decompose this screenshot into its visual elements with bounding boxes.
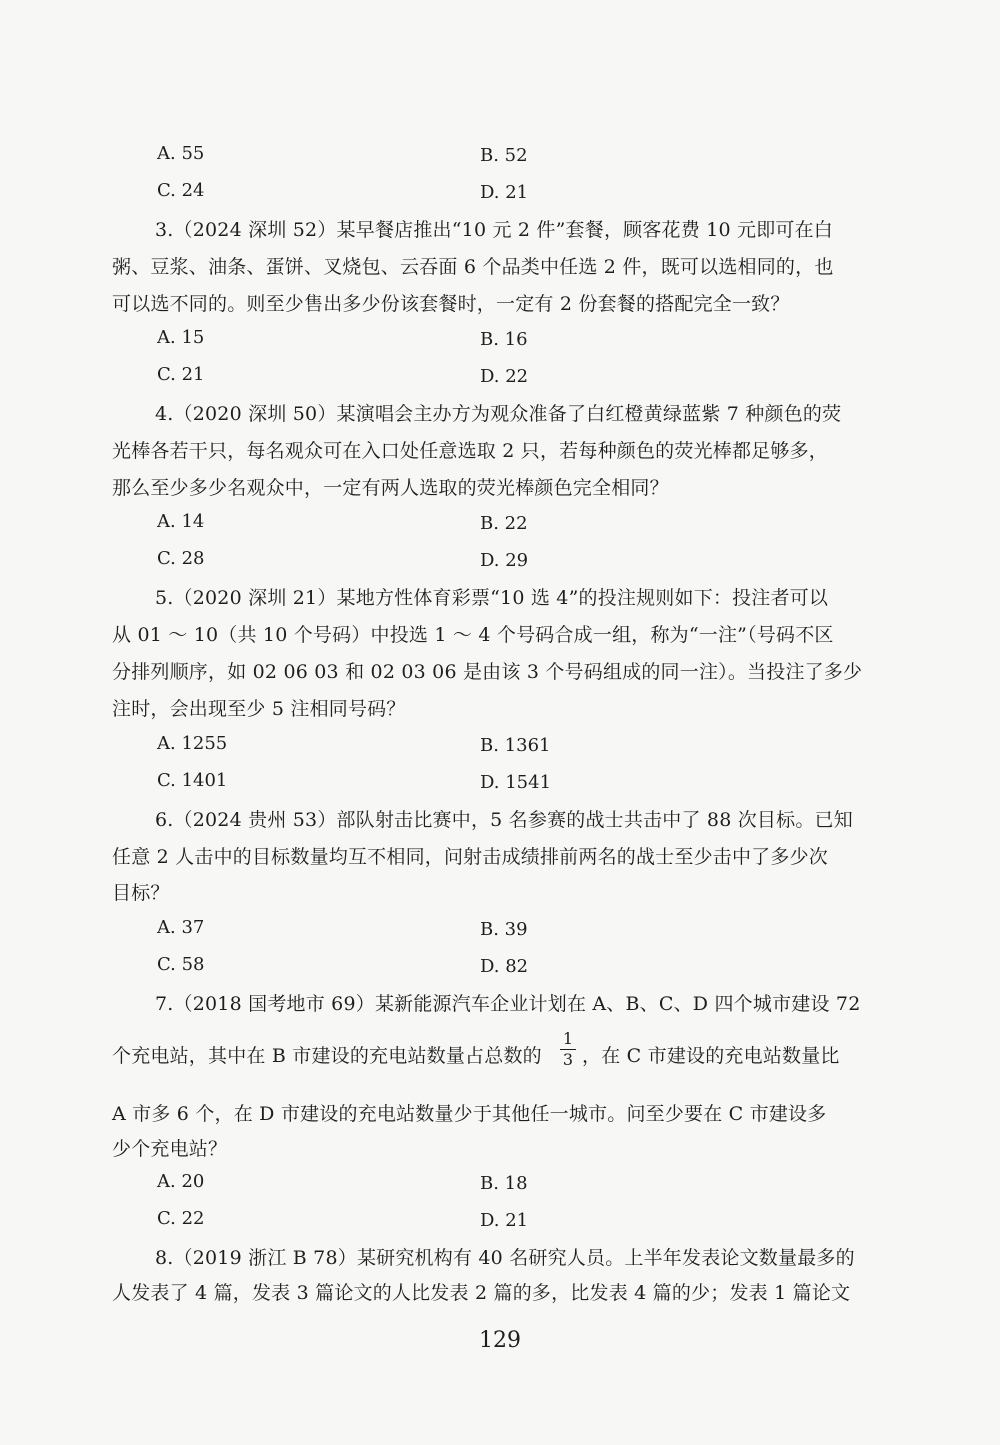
q8-line: 人发表了 4 篇，发表 3 篇论文的人比发表 2 篇的多，比发表 4 篇的少；发表 1 篇论文 xyxy=(112,1282,851,1304)
q7-option-a: A. 20 xyxy=(157,1171,205,1192)
q5-line: 从 01 ～ 10（共 10 个号码）中投选 1 ～ 4 个号码合成一组，称为“一注”（号码不区 xyxy=(112,624,834,646)
q5-option-a: A. 1255 xyxy=(157,733,228,754)
q3-option-a: A. 15 xyxy=(157,327,205,348)
fraction-denominator: 3 xyxy=(562,1050,574,1069)
q7-line: 少个充电站？ xyxy=(112,1138,228,1160)
q3-option-c: C. 21 xyxy=(157,364,205,385)
q3-line: 粥、豆浆、油条、蛋饼、叉烧包、云吞面 6 个品类中任选 2 件，既可以选相同的，也 xyxy=(112,256,834,278)
q3-option-b: B. 16 xyxy=(480,329,528,350)
q2-option-a: A. 55 xyxy=(157,143,205,164)
q5-option-c: C. 1401 xyxy=(157,770,228,791)
q7-option-b: B. 18 xyxy=(480,1173,528,1194)
q4-option-d: D. 29 xyxy=(480,550,529,571)
q6-option-b: B. 39 xyxy=(480,919,528,940)
q8-line: 8.（2019 浙江 B 78）某研究机构有 40 名研究人员。上半年发表论文数量最多的 xyxy=(155,1247,855,1269)
q4-option-c: C. 28 xyxy=(157,548,205,569)
q3-line: 3.（2024 深圳 52）某早餐店推出“10 元 2 件”套餐，顾客花费 10 元即可在白 xyxy=(155,219,834,241)
q6-option-d: D. 82 xyxy=(480,956,529,977)
q3-option-d: D. 22 xyxy=(480,366,529,387)
q7-option-c: C. 22 xyxy=(157,1208,205,1229)
q6-option-c: C. 58 xyxy=(157,954,205,975)
q7-line: 7.（2018 国考地市 69）某新能源汽车企业计划在 A、B、C、D 四个城市建设 72 xyxy=(155,993,861,1015)
fraction-numerator: 1 xyxy=(562,1029,574,1048)
q3-line: 可以选不同的。则至少售出多少份该套餐时，一定有 2 份套餐的搭配完全一致？ xyxy=(112,293,790,315)
q2-option-d: D. 21 xyxy=(480,182,529,203)
q4-line: 那么至少多少名观众中，一定有两人选取的荧光棒颜色完全相同？ xyxy=(112,477,669,499)
q7-line: A 市多 6 个，在 D 市建设的充电站数量少于其他任一城市。问至少要在 C 市建设多 xyxy=(112,1103,827,1125)
q7-line: ，在 C 市建设的充电站数量比 xyxy=(582,1045,840,1067)
q6-option-a: A. 37 xyxy=(157,917,205,938)
q4-line: 4.（2020 深圳 50）某演唱会主办方为观众准备了白红橙黄绿蓝紫 7 种颜色的荧 xyxy=(155,403,842,425)
q6-line: 任意 2 人击中的目标数量均互不相同，问射击成绩排前两名的战士至少击中了多少次 xyxy=(112,846,828,868)
q7-option-d: D. 21 xyxy=(480,1210,529,1231)
q2-option-b: B. 52 xyxy=(480,145,528,166)
q6-line: 6.（2024 贵州 53）部队射击比赛中，5 名参赛的战士共击中了 88 次目标。已知 xyxy=(155,809,853,831)
q5-line: 分排列顺序，如 02 06 03 和 02 03 06 是由该 3 个号码组成的同一注）。当投注了多少 xyxy=(112,661,863,683)
fraction xyxy=(560,1030,576,1069)
q4-option-a: A. 14 xyxy=(157,511,205,532)
q2-option-c: C. 24 xyxy=(157,180,205,201)
q7-line: 个充电站，其中在 B 市建设的充电站数量占总数的 xyxy=(112,1045,542,1067)
q4-option-b: B. 22 xyxy=(480,513,528,534)
q5-option-b: B. 1361 xyxy=(480,735,551,756)
q5-option-d: D. 1541 xyxy=(480,772,552,793)
q6-line: 目标？ xyxy=(112,882,170,904)
q5-line: 注时，会出现至少 5 注相同号码？ xyxy=(112,698,406,720)
page-number: 129 xyxy=(479,1328,521,1353)
q5-line: 5.（2020 深圳 21）某地方性体育彩票“10 选 4”的投注规则如下：投注者可以 xyxy=(155,587,829,609)
q4-line: 光棒各若干只，每名观众可在入口处任意选取 2 只，若每种颜色的荧光棒都足够多， xyxy=(112,440,828,462)
